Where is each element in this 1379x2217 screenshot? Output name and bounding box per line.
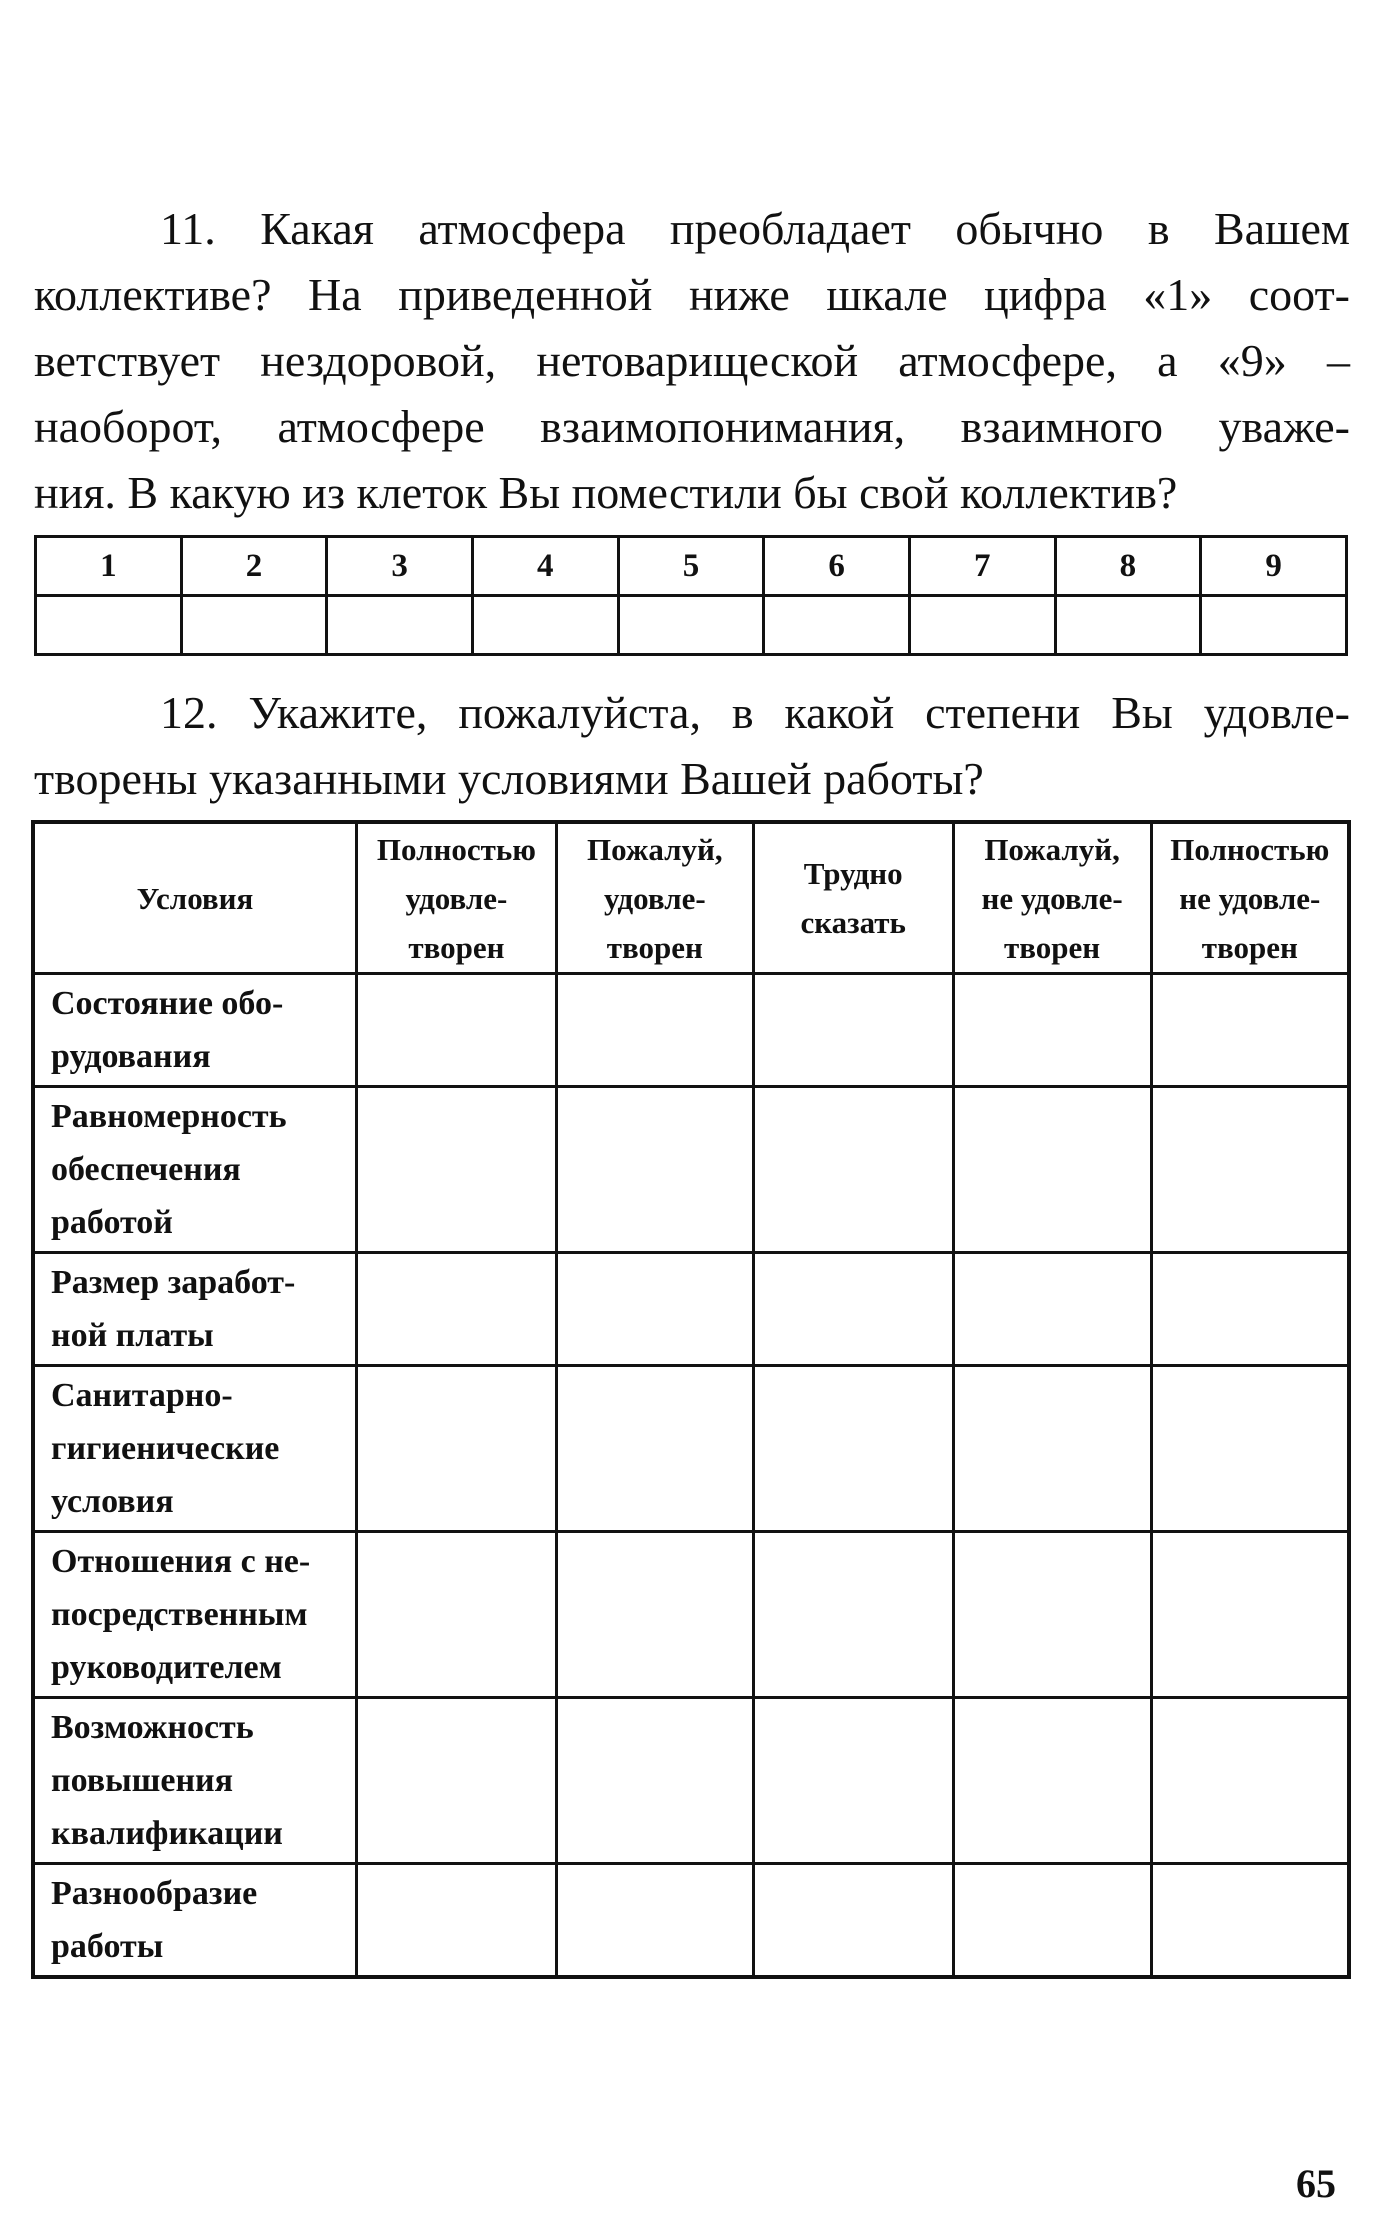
header-text-line: Условия [136, 880, 254, 916]
condition-label-line: квалификации [51, 1815, 283, 1852]
condition-label [33, 1253, 356, 1366]
table-row [33, 1698, 1349, 1864]
header-text-line: сказать [800, 905, 906, 940]
condition-label-line: посредственным [51, 1596, 308, 1633]
header-text-line: не удовле- [981, 880, 1123, 916]
scale-number: 2 [181, 537, 327, 596]
table-row [33, 1864, 1349, 1978]
condition-label [33, 974, 356, 1087]
scale-answer-cell[interactable] [327, 596, 473, 655]
question-12-line: 12. Укажите, пожалуйста, в какой степени Вы удовле- [160, 687, 1350, 738]
header-text-line: Пожалуй, [587, 831, 723, 867]
header-text-line: не удовле- [1179, 880, 1321, 916]
rating-answer-cell[interactable] [1151, 974, 1349, 1087]
scale-answer-cell[interactable] [1201, 596, 1347, 655]
rating-answer-cell[interactable] [556, 974, 753, 1087]
rating-answer-cell[interactable] [1151, 1253, 1349, 1366]
condition-label-line: гигиенические [51, 1430, 280, 1467]
header-text-line: Пожалуй, [984, 831, 1120, 867]
condition-label [33, 1087, 356, 1253]
condition-label [33, 1532, 356, 1698]
rating-answer-cell[interactable] [556, 1253, 753, 1366]
rating-answer-cell[interactable] [953, 1864, 1151, 1978]
scale-answer-row [36, 596, 1347, 655]
question-11-text [34, 196, 1350, 526]
rating-answer-cell[interactable] [556, 1087, 753, 1253]
rating-answer-cell[interactable] [953, 1366, 1151, 1532]
rating-answer-cell[interactable] [1151, 1087, 1349, 1253]
scale-number: 6 [764, 537, 910, 596]
table-row [33, 1366, 1349, 1532]
scale-answer-cell[interactable] [909, 596, 1055, 655]
question-11-line: ветствует нездоровой, нетоварищеской атмосфере, а «9» – [34, 335, 1350, 386]
header-text-line: творен [1201, 929, 1298, 965]
scale-answer-cell[interactable] [764, 596, 910, 655]
question-12-line: творены указанными условиями Вашей работы? [34, 753, 984, 804]
header-text-line: творен [1004, 929, 1101, 965]
rating-answer-cell[interactable] [753, 974, 953, 1087]
conditions-header-row [33, 822, 1349, 974]
scale-number: 5 [618, 537, 764, 596]
rating-answer-cell[interactable] [753, 1366, 953, 1532]
rating-answer-cell[interactable] [753, 1532, 953, 1698]
rating-answer-cell[interactable] [1151, 1532, 1349, 1698]
header-text-line: удовле- [405, 880, 508, 916]
rating-answer-cell[interactable] [953, 1698, 1151, 1864]
rating-answer-cell[interactable] [356, 1532, 556, 1698]
header-text-line: творен [606, 929, 703, 965]
page-number: 65 [1296, 2161, 1336, 2206]
condition-label-line: Равномерность [51, 1098, 287, 1135]
rating-answer-cell[interactable] [953, 1532, 1151, 1698]
scale-answer-cell[interactable] [472, 596, 618, 655]
scale-answer-cell[interactable] [36, 596, 182, 655]
column-header-rating [556, 822, 753, 974]
scale-answer-cell[interactable] [618, 596, 764, 655]
scale-number: 7 [909, 537, 1055, 596]
question-11-line: наоборот, атмосфере взаимопонимания, взаимного уваже- [34, 401, 1350, 452]
column-header-rating [356, 822, 556, 974]
header-text-line: Полностью [1170, 831, 1330, 867]
condition-label-line: Разнообразие [51, 1875, 258, 1912]
rating-answer-cell[interactable] [356, 1698, 556, 1864]
scale-number: 8 [1055, 537, 1201, 596]
condition-label-line: работы [51, 1928, 164, 1965]
condition-label-line: Состояние обо- [51, 985, 284, 1022]
rating-answer-cell[interactable] [356, 1366, 556, 1532]
rating-answer-cell[interactable] [356, 974, 556, 1087]
condition-label-line: Отношения с не- [51, 1543, 311, 1580]
question-12-text [34, 680, 1350, 812]
rating-answer-cell[interactable] [753, 1253, 953, 1366]
rating-answer-cell[interactable] [753, 1698, 953, 1864]
question-11-line: коллективе? На приведенной ниже шкале цифра «1» соот- [34, 269, 1350, 320]
rating-answer-cell[interactable] [1151, 1698, 1349, 1864]
condition-label-line: повышения [51, 1762, 234, 1799]
rating-answer-cell[interactable] [1151, 1366, 1349, 1532]
condition-label-line: работой [51, 1204, 173, 1241]
rating-answer-cell[interactable] [753, 1864, 953, 1978]
column-header-rating [753, 822, 953, 974]
rating-answer-cell[interactable] [556, 1698, 753, 1864]
condition-label-line: ной платы [51, 1317, 214, 1354]
table-row [33, 1532, 1349, 1698]
condition-label-line: Возможность [51, 1709, 254, 1746]
rating-answer-cell[interactable] [556, 1864, 753, 1978]
rating-answer-cell[interactable] [356, 1253, 556, 1366]
scale-number: 4 [472, 537, 618, 596]
condition-label-line: Размер заработ- [51, 1264, 296, 1301]
condition-label-line: рудования [51, 1038, 211, 1075]
column-header-rating [953, 822, 1151, 974]
rating-answer-cell[interactable] [753, 1087, 953, 1253]
table-row [33, 974, 1349, 1087]
condition-label-line: обеспечения [51, 1151, 241, 1188]
header-text-line: творен [408, 929, 505, 965]
rating-answer-cell[interactable] [556, 1366, 753, 1532]
header-text-line: удовле- [603, 880, 706, 916]
atmosphere-scale-table [34, 535, 1348, 656]
question-11-line: 11. Какая атмосфера преобладает обычно в Вашем [160, 203, 1350, 254]
scale-answer-cell[interactable] [1055, 596, 1201, 655]
rating-answer-cell[interactable] [953, 974, 1151, 1087]
scale-numbers-row [36, 537, 1347, 596]
conditions-table [31, 820, 1351, 1979]
scale-answer-cell[interactable] [181, 596, 327, 655]
rating-answer-cell[interactable] [1151, 1864, 1349, 1978]
column-header-rating [1151, 822, 1349, 974]
table-row [33, 1087, 1349, 1253]
condition-label-line: условия [51, 1483, 174, 1520]
condition-label-line: Санитарно- [51, 1377, 233, 1414]
rating-answer-cell[interactable] [953, 1253, 1151, 1366]
condition-label-line: руководителем [51, 1649, 282, 1686]
rating-answer-cell[interactable] [953, 1087, 1151, 1253]
header-text-line: Трудно [803, 856, 903, 891]
rating-answer-cell[interactable] [356, 1864, 556, 1978]
rating-answer-cell[interactable] [556, 1532, 753, 1698]
scale-number: 1 [36, 537, 182, 596]
rating-answer-cell[interactable] [356, 1087, 556, 1253]
scale-number: 3 [327, 537, 473, 596]
scale-number: 9 [1201, 537, 1347, 596]
question-11-line: ния. В какую из клеток Вы поместили бы свой коллектив? [34, 467, 1178, 518]
condition-label [33, 1698, 356, 1864]
header-text-line: Полностью [376, 831, 536, 867]
condition-label [33, 1864, 356, 1978]
table-row [33, 1253, 1349, 1366]
condition-label [33, 1366, 356, 1532]
column-header-conditions [33, 822, 356, 974]
